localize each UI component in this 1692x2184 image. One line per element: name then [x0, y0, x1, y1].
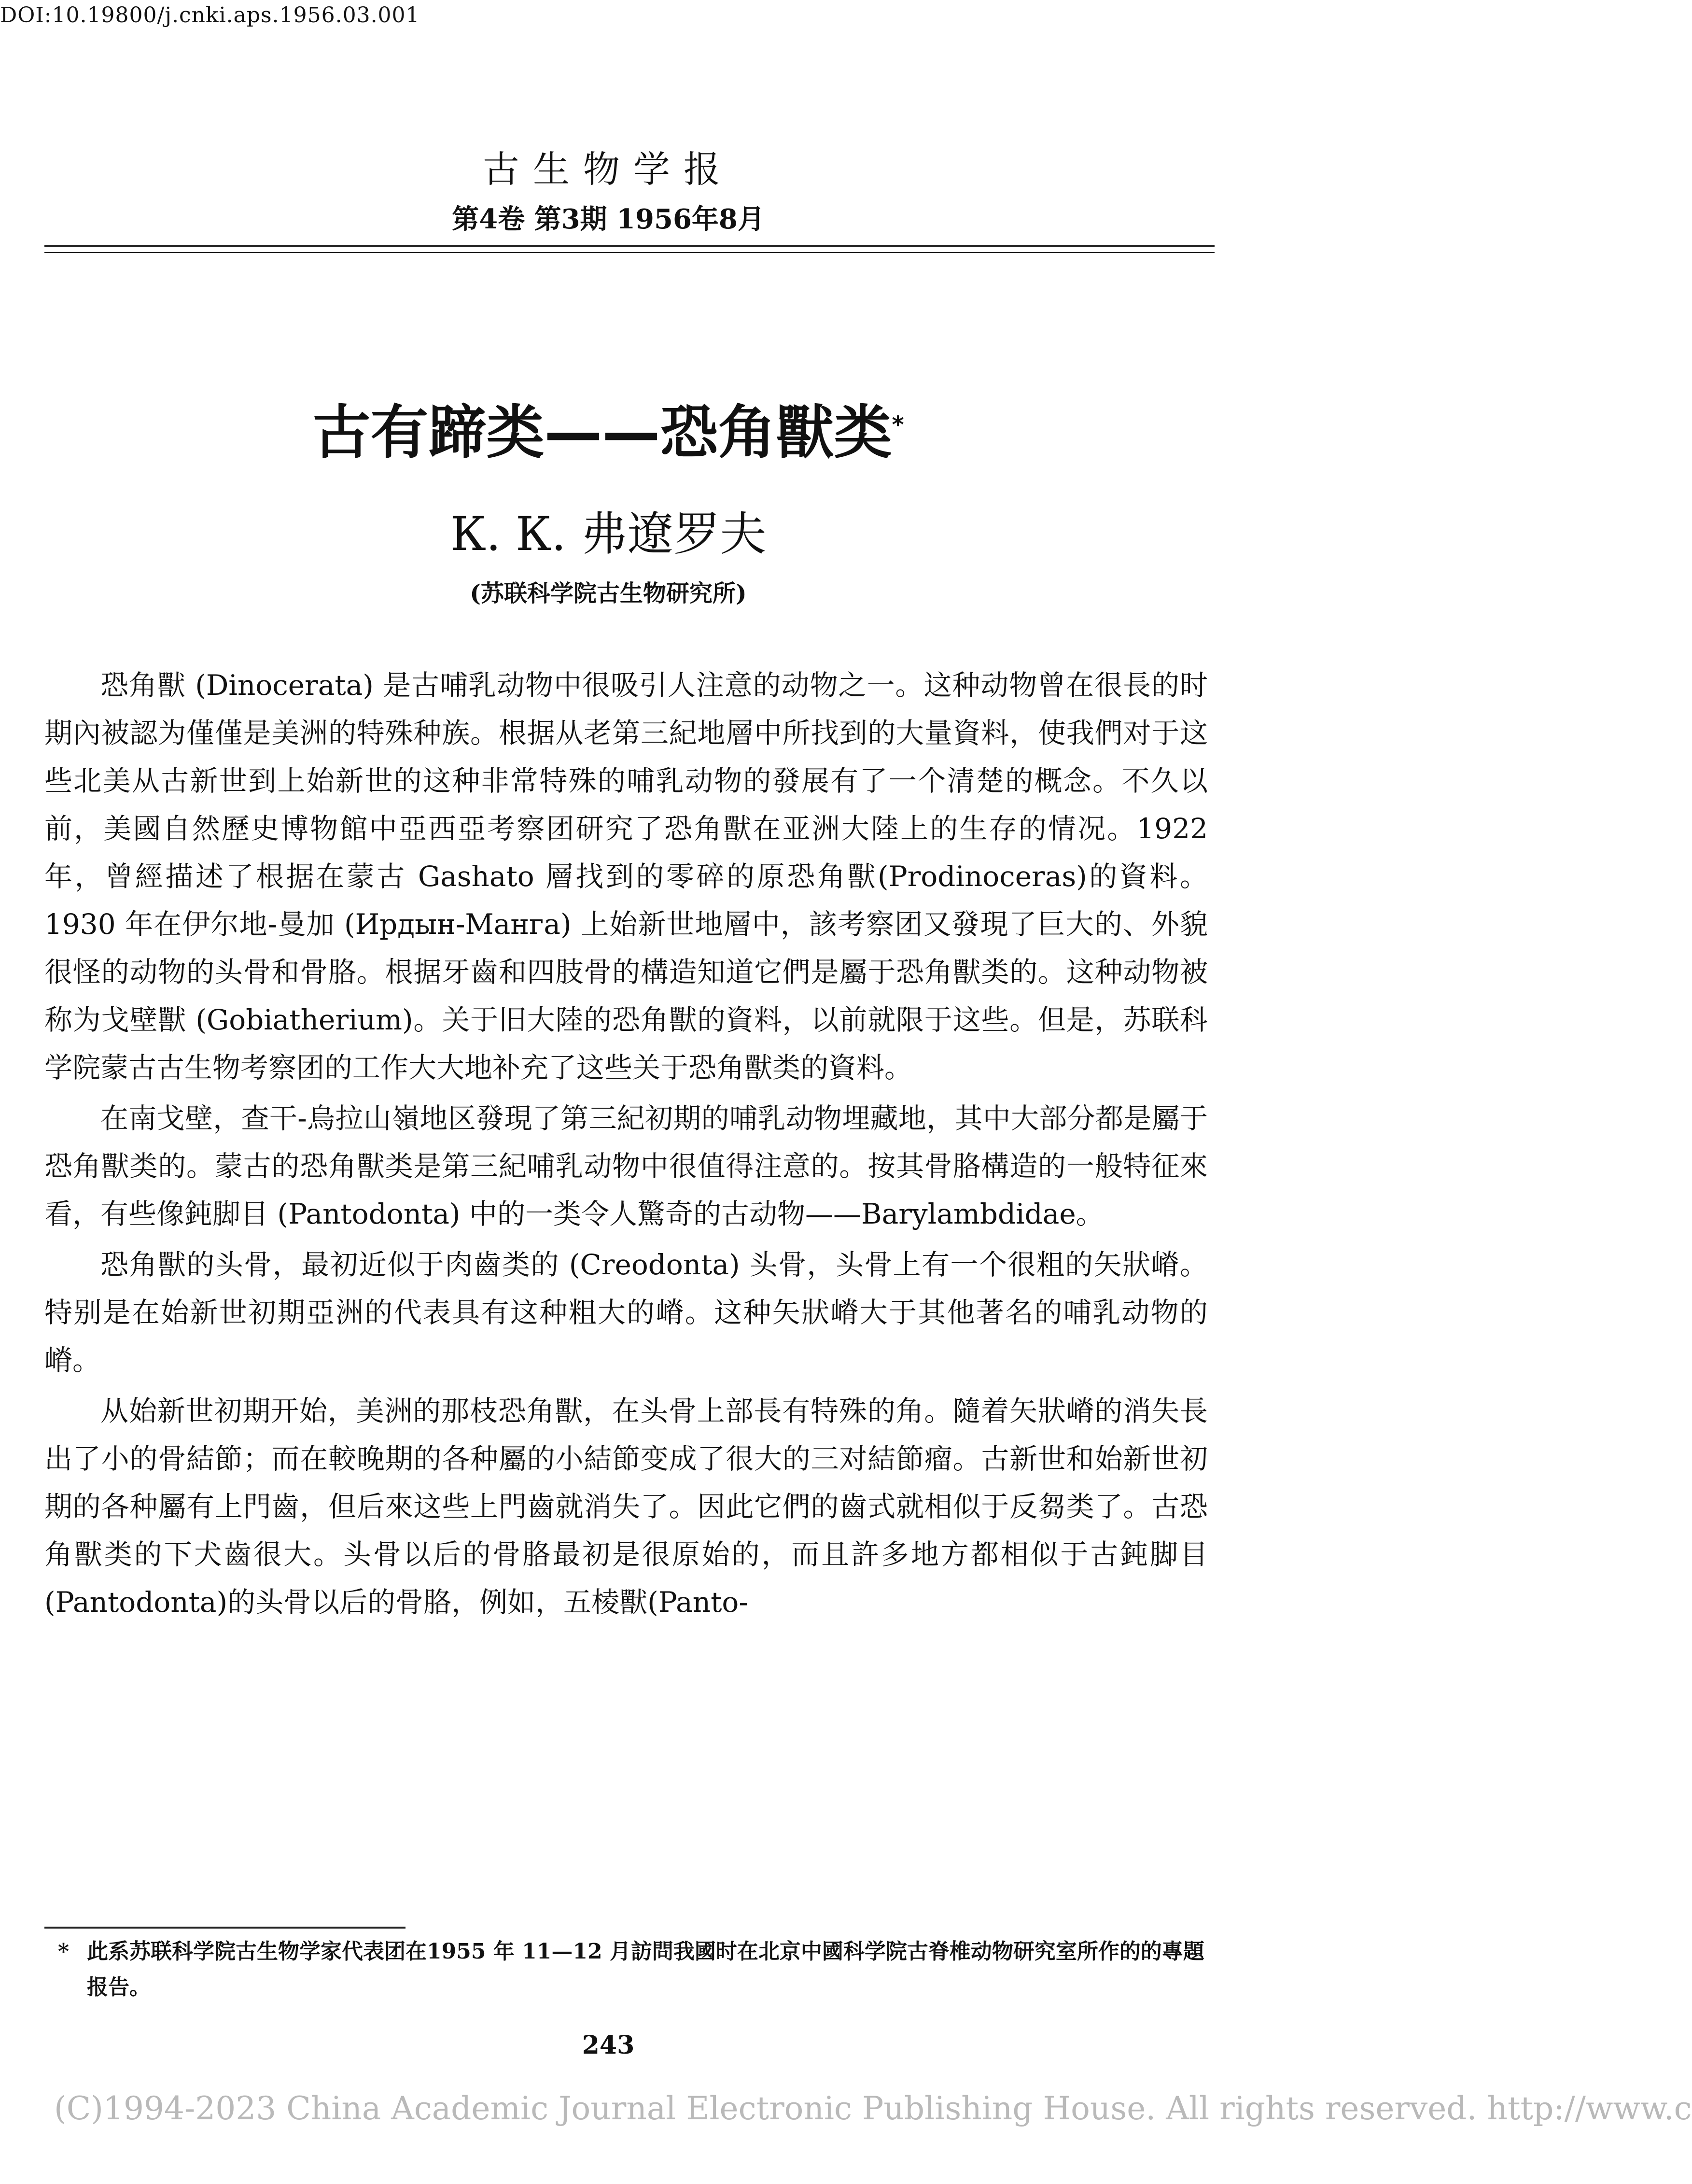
- header-rule-thin: [44, 252, 1215, 253]
- footnote-mark: *: [58, 1939, 70, 1964]
- doi-label: DOI:10.19800/j.cnki.aps.1956.03.001: [0, 3, 420, 28]
- header-rule: [44, 245, 1215, 247]
- paragraph: 在南戈壁，查干-烏拉山嶺地区發現了第三紀初期的哺乳动物埋藏地，其中大部分都是屬于恐角獸类的。蒙古的恐角獸类是第三紀哺乳动物中很值得注意的。按其骨胳構造的一般特征來看，有些像鈍脚目 (Pantodonta) 中的一类令人驚奇的古动物——Barylambdidae。: [44, 1102, 1208, 1230]
- page-number: 243: [582, 2030, 635, 2060]
- copyright-watermark: (C)1994-2023 China Academic Journal Electronic Publishing House. All rights reserved. http://www.c: [54, 2090, 1692, 2127]
- title-text: 古有蹄类——恐角獸类: [312, 399, 892, 466]
- title-footnote-mark: *: [892, 411, 904, 438]
- affiliation: (苏联科学院古生物研究所): [470, 580, 747, 607]
- footnote-rule: [44, 1927, 406, 1929]
- issue-info: 第4卷 第3期 1956年8月: [452, 203, 765, 235]
- article-body: [44, 662, 1208, 1629]
- footnote-text: 此系苏联科学院古生物学家代表团在1955 年 11—12 月訪問我國时在北京中國科学院古脊椎动物研究室所作的的專題报告。: [87, 1939, 1204, 2000]
- paragraph: 恐角獸的头骨，最初近似于肉齒类的 (Creodonta) 头骨，头骨上有一个很粗的矢狀嵴。特别是在始新世初期亞洲的代表具有这种粗大的嵴。这种矢狀嵴大于其他著名的哺乳动物的嵴。: [44, 1248, 1208, 1377]
- article-title: [0, 386, 1217, 469]
- paragraph: 恐角獸 (Dinocerata) 是古哺乳动物中很吸引人注意的动物之一。这种动物曾在很長的时期內被認为僅僅是美洲的特殊种族。根据从老第三紀地層中所找到的大量資料，使我們对于这些北美从古新世到上始新世的这种非常特殊的哺乳动物的發展有了一个清楚的概念。不久以前，美國自然歷史博物館中亞西亞考察团研究了恐角獸在亚洲大陸上的生存的情况。1922 年，曾經描述了根据在蒙古 Gashato 層找到的零碎的原恐角獸(Prodinoceras)的資料。1930 年在伊尔地-曼加 (Ирдын-Манга) 上始新世地層中，該考察团又發現了巨大的、外貌很怪的动物的头骨和骨胳。根据牙齒和四肢骨的構造知道它們是屬于恐角獸类的。这种动物被称为戈壁獸 (Gobiatherium)。关于旧大陸的恐角獸的資料，以前就限于这些。但是，苏联科学院蒙古古生物考察团的工作大大地补充了这些关于恐角獸类的資料。: [44, 669, 1208, 1084]
- paragraph: 从始新世初期开始，美洲的那枝恐角獸，在头骨上部長有特殊的角。隨着矢狀嵴的消失長出了小的骨結節；而在較晚期的各种屬的小結節变成了很大的三对結節瘤。古新世和始新世初期的各种屬有上門齒，但后來这些上門齒就消失了。因此它們的齒式就相似于反芻类了。古恐角獸类的下犬齒很大。头骨以后的骨胳最初是很原始的，而且許多地方都相似于古鈍脚目(Pantodonta)的头骨以后的骨胳，例如，五棱獸(Panto-: [44, 1395, 1208, 1619]
- footnote: [58, 1934, 1212, 2005]
- journal-name: 古生物学报: [483, 148, 734, 191]
- author: К. К. 弗遼罗夫: [450, 507, 767, 561]
